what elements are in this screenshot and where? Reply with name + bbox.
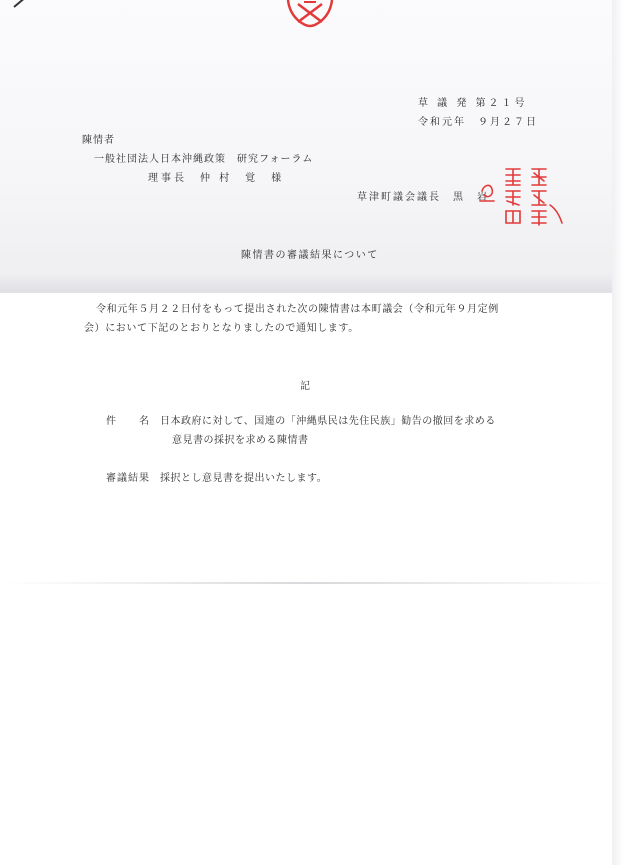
result-value: 採択とし意見書を提出いたします。	[160, 473, 328, 484]
body-paragraph-line-1: 令和元年５月２２日付をもって提出された次の陳情書は本町議会（令和元年９月定例	[96, 304, 499, 315]
top-seal-fragment	[282, 0, 338, 28]
document-title: 陳情書の審議結果について	[241, 250, 379, 261]
document-number: 草 議 発 第２１号	[418, 98, 528, 109]
document-date: 令和元年 ９月２７日	[418, 117, 538, 128]
addressee-label: 陳情者	[82, 135, 115, 146]
item-subject-line-1: 日本政府に対して、国連の「沖縄県民は先住民族」勧告の撤回を求める	[160, 416, 496, 427]
scan-line	[0, 582, 622, 584]
addressee-organization: 一般社団法人日本沖縄政策 研究フォーラム	[94, 154, 314, 165]
result-label: 審議結果	[106, 473, 150, 484]
body-paragraph-line-2: 会）において下記のとおりとなりましたので通知します。	[84, 323, 359, 334]
item-label: 件 名	[106, 416, 150, 427]
page-edge-shadow	[612, 0, 622, 865]
ki-heading: 記	[300, 381, 311, 392]
official-seal	[476, 165, 566, 227]
sender-name: 草津町議会議長 黒 岩	[357, 192, 489, 203]
item-subject-line-2: 意見書の採択を求める陳情書	[172, 435, 309, 446]
addressee-name: 理事長 仲 村 覚 様	[148, 173, 285, 184]
